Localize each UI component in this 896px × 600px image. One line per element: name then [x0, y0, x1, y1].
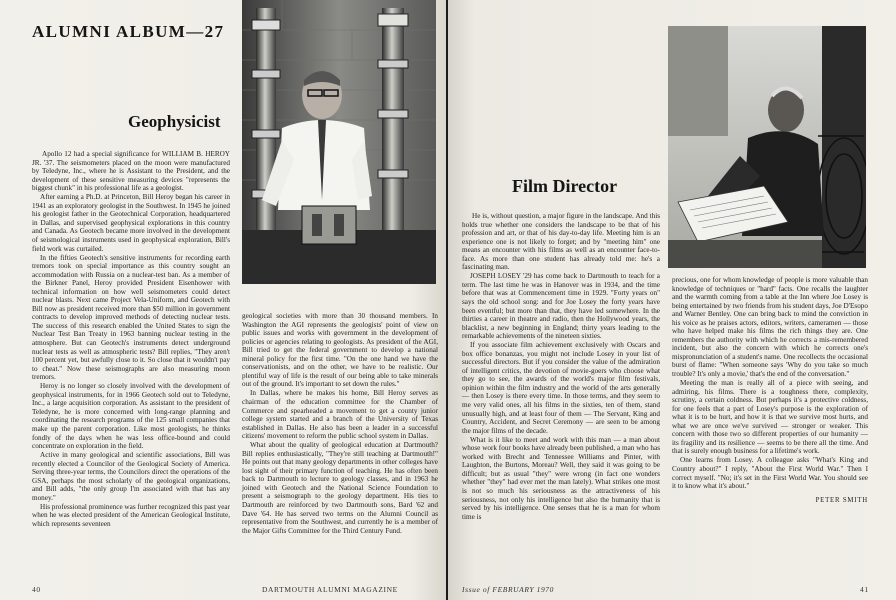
- left-page: [0, 0, 446, 600]
- author-byline: PETER SMITH: [815, 496, 868, 504]
- left-column-2: [242, 312, 438, 536]
- paragraph: What about the quality of geological education at Dartmouth? Bill replies enthusiastically, "They're still teaching at Dartmouth!" He points out that many geology departments in other colleges have lost sight of their primary function of teaching. He has often been back to Dartmouth to lecture to geology classes, and in 1963 he joined with Geotech and the National Science Foundation to present a seismograph to the geology department. His ties to Dartmouth are reinforced by two Dartmouth sons, Bard '62 and Dave '64. He has served two terms on the Alumni Council as representative from the Southwest, and currently he is a member of the Major Gifts Committee for the Third Century Fund.: [242, 441, 438, 535]
- page-number-right: 41: [860, 585, 869, 594]
- heroy-seismometer-photo: [242, 0, 436, 284]
- paragraph: Active in many geological and scientific associations, Bill was recently elected a Councilor of the Geological Society of America. Serving three-year terms, the Councilors direct the operations of the GSA, perhaps the most scholarly of the geological organizations, and Bill adds, "the only group I'm associated with that has any money.": [32, 451, 230, 502]
- paragraph: He is, without question, a major figure in the landscape. And this holds true whether one considers the landscape to be that of his profession and art, or that of his day-to-day life. Meeting him is an experience one is not likely to forget; and by "meeting him" one means an encounter with his films as well as an encounter face-to-face. As more than one student has already told me: he's a fascinating man.: [462, 212, 660, 272]
- paragraph: geological societies with more than 30 thousand members. In Washington the AGI represents the geologists' point of view on public issues and works with government in the development of policies or agencies relating to geologists. As president of the AGI, Bill tried to get the federal government to develop a national mineral policy for the first time. "On the one hand we have the conservationists, and on the other, we have to be realistic. Our plentiful way of life is the result of our being able to take minerals out of the ground. It's important to set down the rules.": [242, 312, 438, 389]
- paragraph: In Dallas, where he makes his home, Bill Heroy serves as chairman of the education committee for the Chamber of Commerce and spearheaded a movement to get a county junior college system started and a branch of the University of Texas established in Dallas. He also has been a leader in a successful citizens' movement to reform the public school system in Dallas.: [242, 389, 438, 441]
- paragraph: If you associate film achievement exclusively with Oscars and box office bonanzas, you might not include Losey in your list of successful directors. But if you consider the value of the admiration of intelligent critics, the devotion of movie-goers who choose what they go to see, the awards of the world's major film festivals, opinion within the film industry and the world of the arts generally — then Losey is there every time. In those terms, and they seem to me very valid ones, all his films in the sixties, ten of them, stand unusually high, and at least four of them — The Servant, King and Country, Accident, and Secret Ceremony — are seen to be among the major films of the decade.: [462, 341, 660, 435]
- paragraph: His professional prominence was further recognized this past year when he was elected president of the American Geological Institute, which represents seventeen: [32, 502, 231, 529]
- losey-reading-photo: [668, 26, 866, 268]
- paragraph: precious, one for whom knowledge of people is more valuable than knowledge of techniques or "hard" facts. One recalls the laughter and the warmth coming from a table at the Inn where Joe Losey is being entertained by two friends from his student days, Joe D'Esopo and Warner Bentley. One can bring back to mind the conviction in his voice as he praises actors, editors, writers, cameramen — those who have helped make his films the rich things they are. One remembers the authority with which he corrects a mis-remembered incident, but also the concern with which he corrects one's mispronunciation of a student's name. One recollects the occasional burst of flame: "When someone says 'Why do you take so much trouble? It's only a movie,' that's the end of the conversation.": [672, 276, 868, 379]
- paragraph: Apollo 12 had a special significance for WILLIAM B. HEROY JR. '37. The seismometers placed on the moon were manufactured by Teledyne, Inc., where he is Assistant to the President, and the development of these sensitive measuring devices "represents the biggest chunk" in his professional life as a geologist.: [32, 150, 230, 193]
- running-foot: DARTMOUTH ALUMNI MAGAZINE: [262, 585, 398, 594]
- page-number-left: 40: [32, 585, 41, 594]
- right-column-1: [462, 212, 660, 522]
- left-column-1: [32, 150, 230, 529]
- film-director-title: Film Director: [512, 176, 618, 196]
- album-header: ALUMNI ALBUM—27: [32, 22, 225, 41]
- geophysicist-title: Geophysicist: [128, 112, 221, 131]
- paragraph: Heroy is no longer so closely involved with the development of geophysical instruments, for in 1966 Geotech sold out to Teledyne, Inc., a large acquisition corporation. As assistant to the president of Teledyne, he is more concerned with long-range planning and coordinating the research programs of the 125 small companies that make up the parent corporation. Like most geologists, he thinks fondly of the days when he was less office-bound and could concentrate on exploration in the field.: [32, 382, 230, 451]
- paragraph: Meeting the man is really all of a piece with seeing, and admiring, his films. There is a toughness there, complexity, scrutiny, a certain coldness. But perhaps it's a protective coldness, for one feels that a part of Losey's purpose is the exploration of what it is to be hurt, and how it is that we survive most hurts, and what we are once we've survived — stronger or weaker. This concern with those two so different properties of our humanity — its fragility and its resilience — seems to be there all the time. And that is surely enough business for a lifetime's work.: [672, 379, 868, 456]
- issue-foot: Issue of FEBRUARY 1970: [462, 585, 555, 594]
- paragraph: One learns from Losey. A colleague asks "What's King and Country about?" I reply, "About the First World War." Then I correct myself. "No; it's set in the First World War. You should see it to know what it's about.": [672, 456, 868, 491]
- right-page: [448, 0, 896, 600]
- paragraph: JOSEPH LOSEY '29 has come back to Dartmouth to teach for a term. The last time he was in Hanover was in 1934, and the time before that was at Commencement time in 1929. "Forty years on" says the old school song: and for Joe Losey the forty years have been eventful; but more than that, they have led somewhere. In the thirties a career in theatre and radio, then the Hollywood years, the blacklist, a new beginning in England; thirty years leading to the remarkable achievements of the nineteen sixties.: [462, 272, 660, 341]
- paragraph: After earning a Ph.D. at Princeton, Bill Heroy began his career in 1941 as an exploratory geologist in the Southwest. In 1945 he joined his geologist father in the Geotechnical Corporation, headquartered in Dallas, and supervised geophysical explorations in this country and Canada. As Geotech became more involved in the development of seismological instruments used in geophysical exploration, Bill's field work was curtailed.: [32, 193, 230, 253]
- right-column-2: [672, 276, 868, 505]
- paragraph: What is it like to meet and work with this man — a man about whose work four books have already been published, a man who has worked with Brecht and Tennessee Williams and Pinter, with Laughton, the Burtons, Moreau? Well, they said it was going to be difficult; but as usual "they" were wrong (in fact one wonders whether "they" had ever met the man lately). What strikes one most is not so much his seriousness as the attractiveness of his seriousness, not only his intelligence but also the humanity that is served by his intelligence. One senses that he is a man for whom time is: [462, 435, 660, 521]
- paragraph: In the fifties Geotech's sensitive instruments for recording earth tremors took on special importance as this country sought an accommodation with Russia on a nuclear-test ban. As a member of the Birkner Panel, Heroy provided President Eisenhower with technical information on how well seismometers could detect nuclear blasts. Next came Project Vela-Uniform, and Geotech with Bill now as president received more than $50 million in government contracts to develop improved methods of detecting nuclear tests. The success of this research enabled the United States to sign the Nuclear Test Ban Treaty in 1963 banning nuclear testing in the atmosphere. But can Geotech's instruments detect underground nuclear tests as well as atmospheric tests? Bill replies, "They aren't 100 percent yet, but awfully close to it. So close that it wouldn't pay to cheat." Now these seismographs are also measuring moon tremors.: [32, 253, 230, 382]
